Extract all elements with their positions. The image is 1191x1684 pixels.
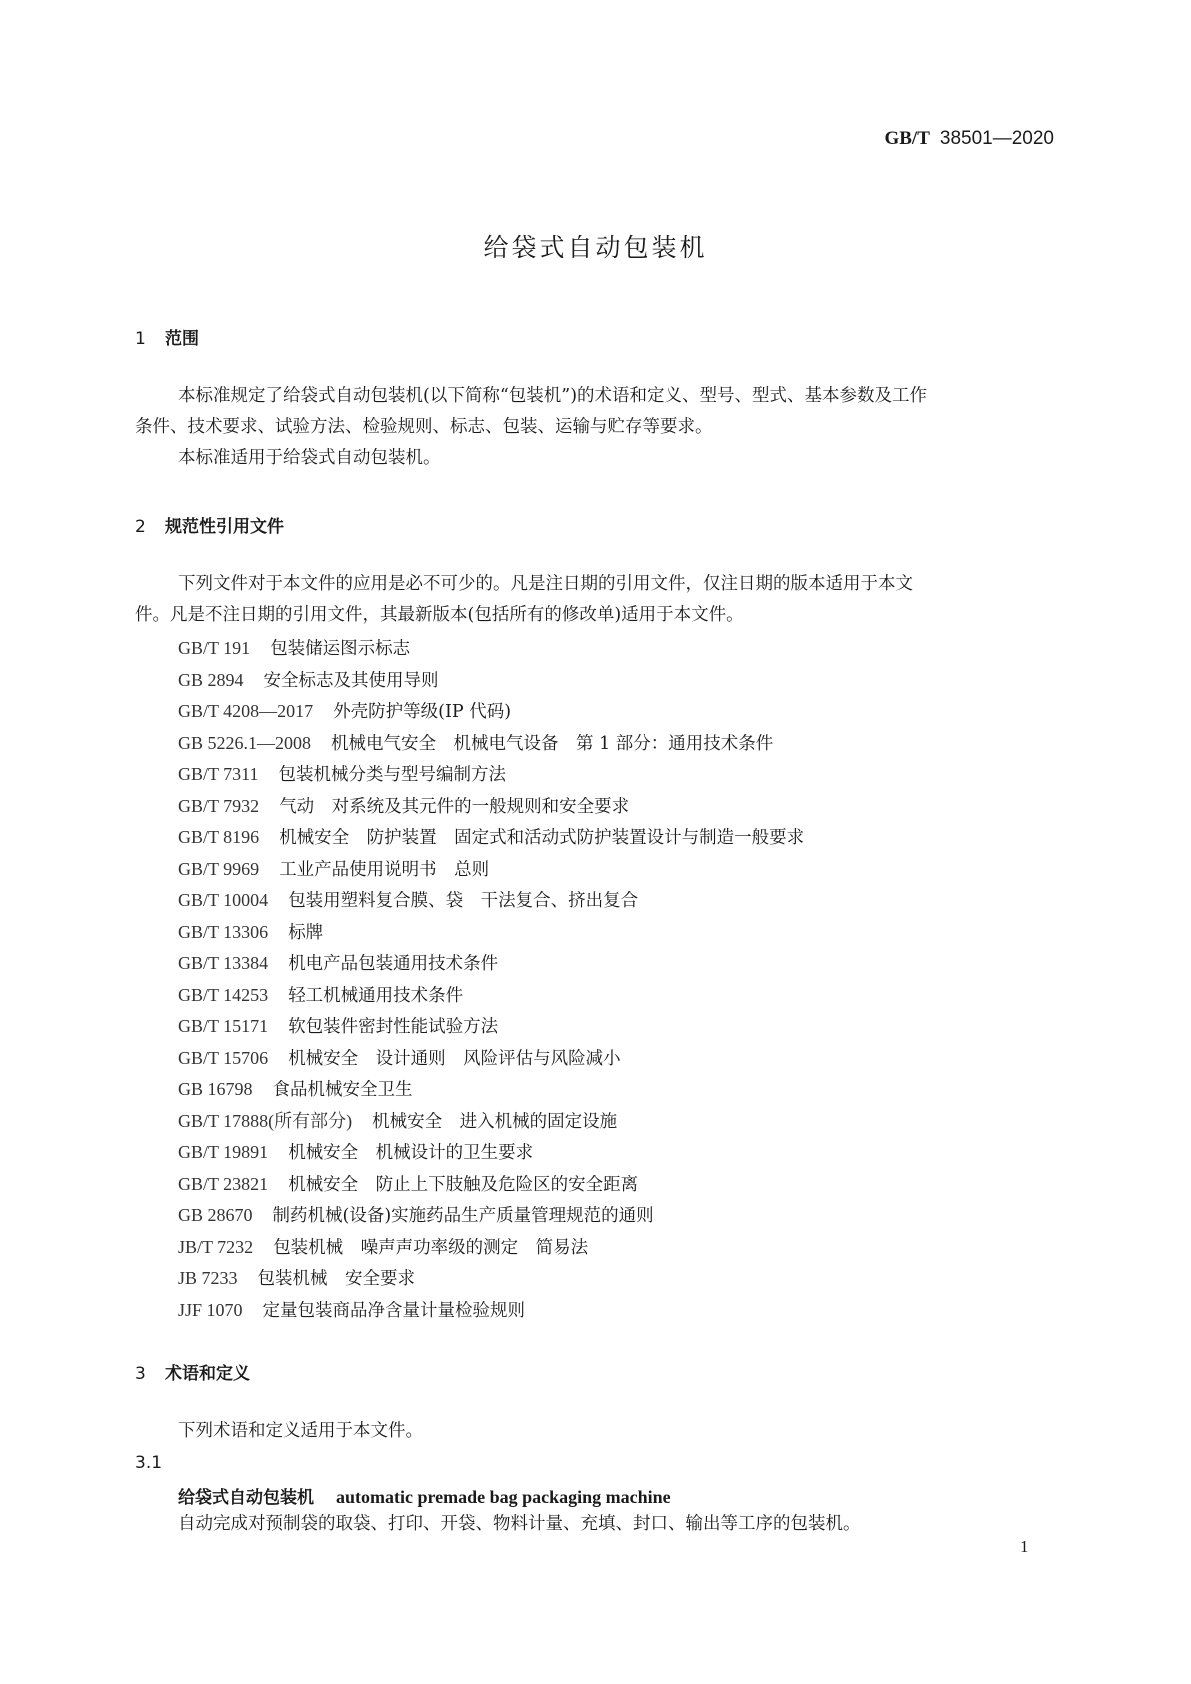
reference-item [178,1143,533,1163]
term-heading [178,1483,671,1508]
reference-item [178,860,489,880]
reference-code: GB/T 15706 [178,1047,269,1068]
reference-code: JB 7233 [178,1268,238,1288]
reference-title: 包装机械 噪声声功率级的测定 简易法 [273,1237,589,1258]
reference-code: GB 16798 [178,1079,253,1099]
terms-intro: 下列术语和定义适用于本文件。 [178,1421,423,1441]
reference-title: 外壳防护等级(IP 代码) [333,702,512,722]
reference-item [178,1049,621,1069]
term-zh: 给袋式自动包装机 [178,1488,314,1508]
reference-item [178,1238,588,1258]
reference-code: GB/T 15171 [178,1016,269,1036]
section-title: 规范性引用文件 [165,517,284,537]
reference-code: GB/T 13384 [178,953,269,973]
reference-title: 轻工机械通用技术条件 [288,985,464,1006]
reference-code: GB 2894 [178,669,244,690]
reference-item [178,828,804,848]
reference-title: 包装用塑料复合膜、袋 干法复合、挤出复合 [288,891,639,911]
reference-code: GB/T 8196 [178,827,260,847]
reference-code: JJF 1070 [178,1299,243,1320]
section-title: 范围 [165,329,199,349]
reference-item [178,1017,498,1037]
reference-title: 机械电气安全 机械电气设备 第 1 部分：通用技术条件 [331,733,774,754]
reference-code: GB/T 4208—2017 [178,701,314,721]
reference-code: GB/T 17888(所有部分) [178,1110,353,1131]
standard-number: 38501—2020 [939,128,1054,149]
reference-item [178,765,506,785]
reference-title: 包装机械 安全要求 [257,1269,416,1289]
reference-title: 工业产品使用说明书 总则 [279,859,490,880]
document-title: 给袋式自动包装机 [483,233,708,262]
reference-title: 机械安全 设计通则 风险评估与风险减小 [288,1048,621,1069]
section-title: 术语和定义 [165,1364,250,1384]
reference-item [178,1206,654,1226]
reference-title: 机械安全 防护装置 固定式和活动式防护装置设计与制造一般要求 [279,828,805,848]
reference-code: GB/T 23821 [178,1173,269,1194]
reference-title: 包装储运图示标志 [270,639,411,659]
section-number: 3 [135,1364,146,1384]
section-1-heading [135,324,199,349]
reference-code: GB/T 14253 [178,984,269,1005]
references-intro-line: 下列文件对于本文件的应用是必不可少的。凡是注日期的引用文件，仅注日期的版本适用于本文 [178,574,913,594]
reference-title: 标牌 [288,922,324,943]
term-definition: 自动完成对预制袋的取袋、打印、开袋、物料计量、充填、封口、输出等工序的包装机。 [178,1514,861,1534]
scope-paragraph-line: 条件、技术要求、试验方法、检验规则、标志、包装、运输与贮存等要求。 [135,417,713,437]
term-en: automatic premade bag packaging machine [336,1487,671,1507]
reference-title: 安全标志及其使用导则 [263,670,439,691]
reference-item [178,954,498,974]
reference-title: 定量包装商品净含量计量检验规则 [262,1300,526,1321]
reference-item [178,639,410,659]
reference-title: 包装机械分类与型号编制方法 [278,765,507,785]
reference-code: GB/T 191 [178,638,251,658]
reference-code: GB/T 10004 [178,890,269,910]
reference-title: 机械安全 防止上下肢触及危险区的安全距离 [288,1174,639,1195]
reference-item [178,1175,638,1195]
reference-item [178,1112,617,1132]
standard-prefix: GB/T [884,128,930,149]
reference-item [178,923,323,943]
standard-code [884,127,1054,150]
reference-item [178,1301,525,1321]
scope-paragraph-line: 本标准规定了给袋式自动包装机(以下简称“包装机”)的术语和定义、型号、型式、基本参数及工作 [178,386,928,406]
reference-item [178,797,629,817]
reference-code: GB/T 7311 [178,764,259,784]
section-number: 2 [135,517,146,537]
reference-item [178,1269,415,1289]
reference-code: GB/T 9969 [178,858,260,879]
reference-title: 软包装件密封性能试验方法 [288,1017,499,1037]
section-2-heading [135,512,284,537]
section-3-heading [135,1359,250,1384]
page-number: 1 [1020,1537,1029,1556]
reference-item [178,734,773,754]
reference-code: GB/T 7932 [178,795,260,816]
reference-title: 气动 对系统及其元件的一般规则和安全要求 [279,796,630,817]
reference-code: GB/T 19891 [178,1142,269,1162]
reference-code: GB/T 13306 [178,921,269,942]
section-number: 1 [135,329,146,349]
scope-applicability: 本标准适用于给袋式自动包装机。 [178,448,441,468]
reference-item [178,702,511,722]
reference-title: 制药机械(设备)实施药品生产质量管理规范的通则 [272,1206,654,1226]
reference-code: GB 5226.1—2008 [178,732,312,753]
reference-item [178,986,463,1006]
reference-title: 食品机械安全卫生 [272,1080,413,1100]
reference-item [178,1080,413,1100]
reference-title: 机械安全 机械设计的卫生要求 [288,1143,534,1163]
reference-title: 机电产品包装通用技术条件 [288,954,499,974]
reference-title: 机械安全 进入机械的固定设施 [372,1111,618,1132]
reference-item [178,891,638,911]
references-intro-line: 件。凡是不注日期的引用文件，其最新版本(包括所有的修改单)适用于本文件。 [135,605,744,625]
reference-item [178,671,439,691]
reference-code: GB 28670 [178,1205,253,1225]
reference-code: JB/T 7232 [178,1236,254,1257]
term-number: 3.1 [135,1453,163,1473]
